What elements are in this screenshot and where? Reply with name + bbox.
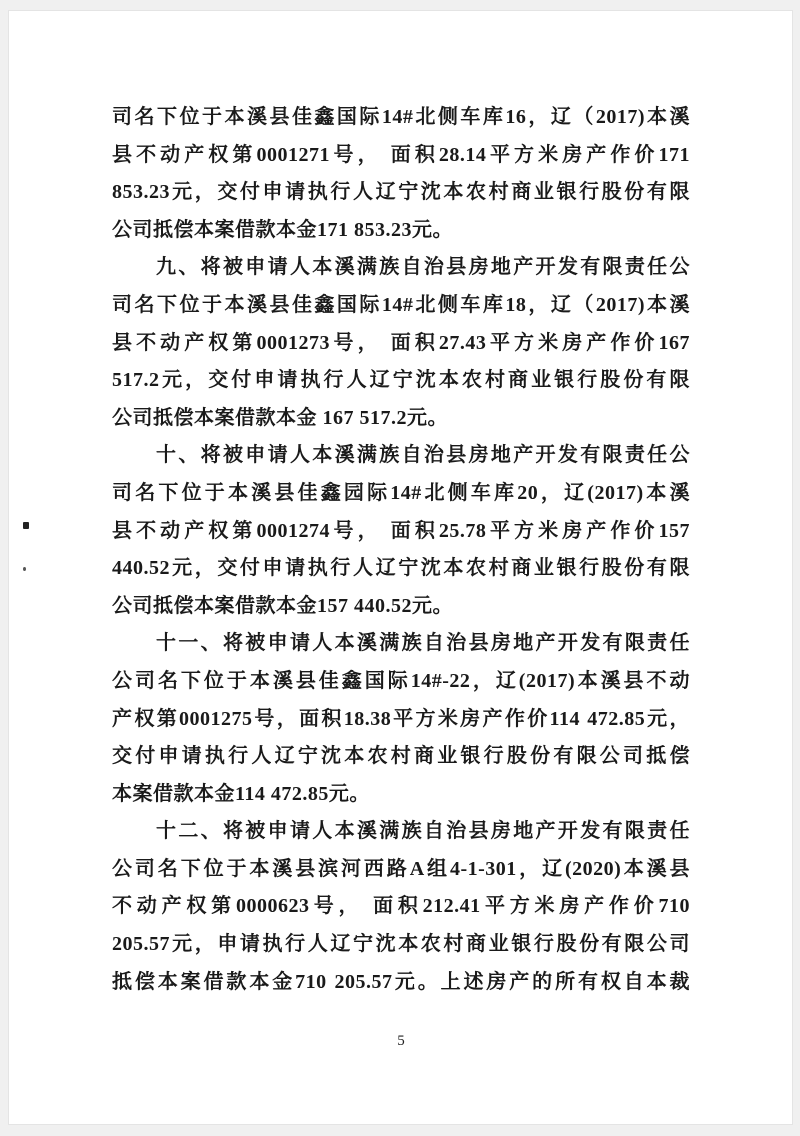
text-line: 交付申请执行人辽宁沈本农村商业银行股份有限公司抵偿 (112, 745, 690, 768)
text-line: 公司名下位于本溪县滨河西路A组4-1-301，辽(2020)本溪县 (112, 857, 690, 880)
text-line: 不动产权第0000623号， 面积212.41平方米房产作价710 (112, 895, 690, 918)
text-line: 853.23元，交付申请执行人辽宁沈本农村商业银行股份有限 (112, 181, 690, 204)
page-number: 5 (397, 1033, 405, 1049)
paragraph-item-9 (112, 249, 690, 437)
ink-speck (23, 522, 29, 529)
text-line: 十一、将被申请人本溪满族自治县房地产开发有限责任 (156, 632, 690, 655)
text-line: 产权第0001275号，面积18.38平方米房产作价114 472.85元， (112, 707, 690, 730)
document-page (8, 10, 793, 1125)
text-line: 公司名下位于本溪县佳鑫国际14#-22，辽(2017)本溪县不动 (112, 669, 690, 692)
text-line: 县不动产权第0001274号， 面积25.78平方米房产作价157 (112, 519, 690, 542)
paragraph-item-8-continuation (112, 99, 690, 249)
text-line: 县不动产权第0001271号， 面积28.14平方米房产作价171 (112, 143, 690, 166)
paragraph-item-12 (112, 813, 690, 1001)
text-line: 517.2元，交付申请执行人辽宁沈本农村商业银行股份有限 (112, 369, 690, 392)
text-line: 司名下位于本溪县佳鑫国际14#北侧车库18，辽（2017)本溪 (112, 293, 690, 316)
document-body-text (112, 99, 690, 1001)
text-line: 公司抵偿本案借款本金171 853.23元。 (112, 218, 453, 241)
text-line: 公司抵偿本案借款本金 167 517.2元。 (112, 406, 448, 429)
paragraph-item-10 (112, 437, 690, 625)
text-line: 十二、将被申请人本溪满族自治县房地产开发有限责任 (156, 820, 690, 843)
text-line: 205.57元，申请执行人辽宁沈本农村商业银行股份有限公司 (112, 933, 690, 956)
text-line: 司名下位于本溪县佳鑫国际14#北侧车库16，辽（2017)本溪 (112, 106, 690, 128)
text-line: 440.52元，交付申请执行人辽宁沈本农村商业银行股份有限 (112, 557, 690, 580)
text-line: 十、将被申请人本溪满族自治县房地产开发有限责任公 (156, 444, 690, 467)
paragraph-item-11 (112, 625, 690, 813)
text-line: 九、将被申请人本溪满族自治县房地产开发有限责任公 (156, 256, 690, 279)
text-line: 本案借款本金114 472.85元。 (112, 782, 370, 805)
text-line: 县不动产权第0001273号， 面积27.43平方米房产作价167 (112, 331, 690, 354)
text-line: 抵偿本案借款本金710 205.57元。上述房产的所有权自本裁 (112, 970, 690, 993)
text-line: 公司抵偿本案借款本金157 440.52元。 (112, 594, 453, 617)
ink-speck (23, 567, 26, 571)
text-line: 司名下位于本溪县佳鑫园际14#北侧车库20，辽(2017)本溪 (112, 481, 690, 504)
